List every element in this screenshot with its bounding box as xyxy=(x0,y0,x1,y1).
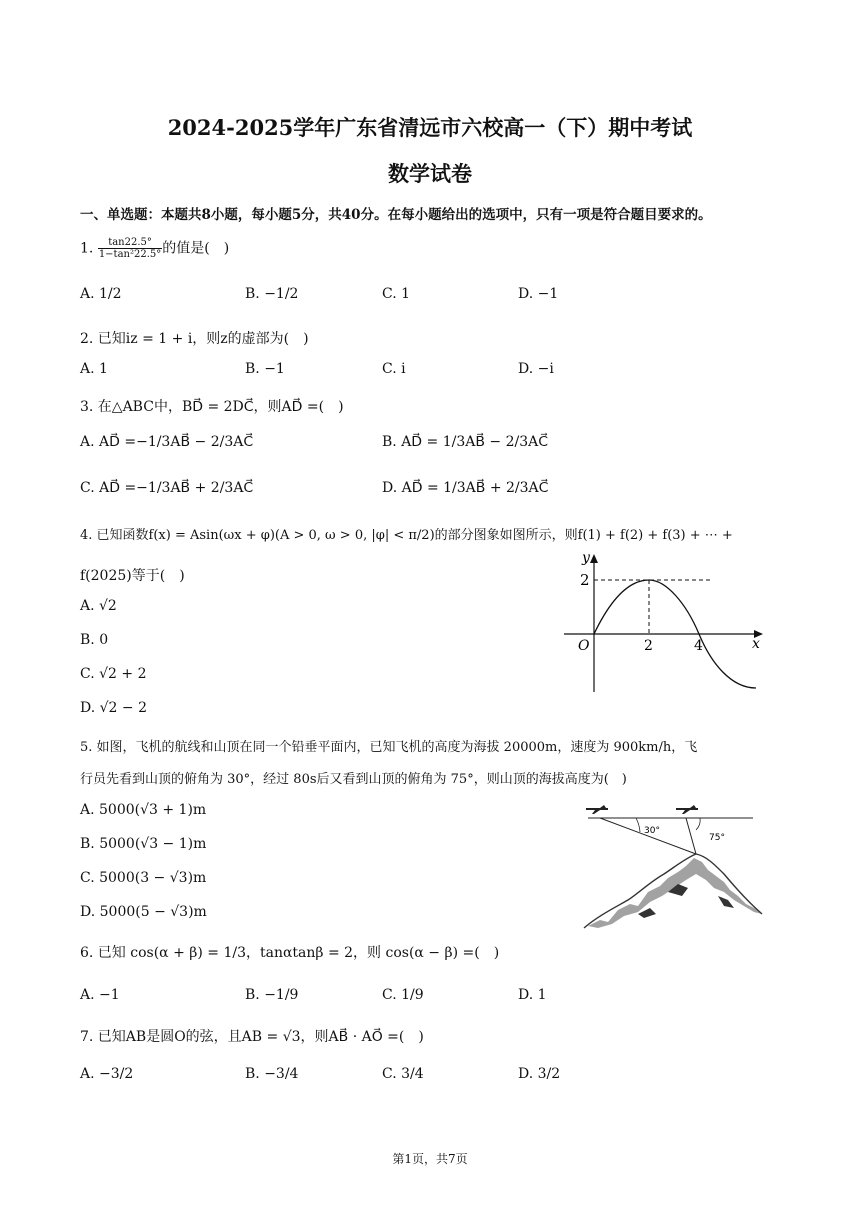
question-1-option-b: B. −1/2 xyxy=(245,286,299,302)
airplane-mountain-figure xyxy=(578,796,774,934)
graph-y-tick-2: 2 xyxy=(580,571,590,589)
question-2-option-a: A. 1 xyxy=(80,361,108,377)
question-4-option-a: A. √2 xyxy=(80,598,117,614)
question-2-option-b: B. −1 xyxy=(245,361,285,377)
angle-75-label: 75° xyxy=(709,833,725,843)
question-7-option-d: D. 3/2 xyxy=(518,1066,561,1082)
question-6-option-d: D. 1 xyxy=(518,987,547,1003)
question-4-option-c: C. √2 + 2 xyxy=(80,666,147,682)
question-3-option-d: D. AD⃗ = 1/3AB⃗ + 2/3AC⃗ xyxy=(382,480,549,496)
question-1-stem: 1. $\frac{\tan 22.5^\circ}{\text{1−tan²22.5°}}$ 的值是( ) xyxy=(80,237,230,260)
question-5-stem-line1: 5. 如图，飞机的航线和山顶在同一个铅垂平面内，已知飞机的高度为海拔 20000m，速度为 900km/h，飞 xyxy=(80,740,698,755)
question-7-stem: 7. 已知AB是圆O的弦，且AB = √3，则AB⃗ · AO⃗ =( ) xyxy=(80,1029,424,1045)
question-5-option-a: A. 5000(√3 + 1)m xyxy=(80,802,207,818)
question-4-option-d: D. √2 − 2 xyxy=(80,700,147,716)
question-1-fraction: $\frac{\tan 22.5^\circ}{\text{1−tan²22.5°}}$ xyxy=(98,237,162,260)
question-6-option-c: C. 1/9 xyxy=(382,987,424,1003)
airplane-icon xyxy=(586,805,608,814)
airplane-icon xyxy=(676,805,698,814)
question-2-option-d: D. −i xyxy=(518,361,554,377)
question-4-stem-line2: f(2025)等于( ) xyxy=(80,568,185,584)
question-5-stem-line2: 行员先看到山顶的俯角为 30°，经过 80s后又看到山顶的俯角为 75°，则山顶的海拔高度为( ) xyxy=(80,772,627,787)
question-1-option-d: D. −1 xyxy=(518,286,559,302)
question-3-option-b: B. AD⃗ = 1/3AB⃗ − 2/3AC⃗ xyxy=(382,434,549,450)
question-7-option-c: C. 3/4 xyxy=(382,1066,424,1082)
question-6-stem: 6. 已知 cos(α + β) = 1/3，tanαtanβ = 2，则 cos(α − β) =( ) xyxy=(80,945,500,961)
question-5-option-c: C. 5000(3 − √3)m xyxy=(80,870,207,886)
question-3-stem: 3. 在△ABC中，BD⃗ = 2DC⃗，则AD⃗ =( ) xyxy=(80,399,344,415)
page-subtitle: 数学试卷 xyxy=(388,161,472,186)
graph-x-tick-4: 4 xyxy=(694,638,703,654)
graph-origin-label: O xyxy=(578,638,590,654)
graph-x-tick-2: 2 xyxy=(644,638,653,654)
question-1-option-c: C. 1 xyxy=(382,286,411,302)
question-3-option-c: C. AD⃗ =−1/3AB⃗ + 2/3AC⃗ xyxy=(80,480,254,496)
graph-x-label: x xyxy=(752,636,760,652)
question-2-option-c: C. i xyxy=(382,361,406,377)
question-5-option-b: B. 5000(√3 − 1)m xyxy=(80,836,207,852)
question-6-option-a: A. −1 xyxy=(80,987,120,1003)
question-7-option-b: B. −3/4 xyxy=(245,1066,299,1082)
section-heading: 一、单选题：本题共8小题，每小题5分，共40分。在每小题给出的选项中，只有一项是符合题目要求的。 xyxy=(80,207,712,223)
question-6-option-b: B. −1/9 xyxy=(245,987,299,1003)
sine-graph-figure xyxy=(556,548,770,696)
question-3-option-a: A. AD⃗ =−1/3AB⃗ − 2/3AC⃗ xyxy=(80,434,254,450)
question-2-stem: 2. 已知iz = 1 + i，则z的虚部为( ) xyxy=(80,331,309,347)
page-footer: 第1页，共7页 xyxy=(392,1152,468,1166)
graph-y-label: y xyxy=(582,550,590,566)
angle-30-label: 30° xyxy=(644,826,660,836)
question-4-option-b: B. 0 xyxy=(80,632,109,648)
question-5-option-d: D. 5000(5 − √3)m xyxy=(80,904,207,920)
page-title: 2024-2025学年广东省清远市六校高一（下）期中考试 xyxy=(167,115,693,140)
question-1-option-a: A. 1/2 xyxy=(80,286,122,302)
question-4-stem-line1: 4. 已知函数f(x) = Asin(ωx + φ)(A > 0, ω > 0, |φ| < π/2)的部分图象如图所示，则f(1) + f(2) + f(3) + ⋯ + xyxy=(80,528,733,543)
question-7-option-a: A. −3/2 xyxy=(80,1066,134,1082)
